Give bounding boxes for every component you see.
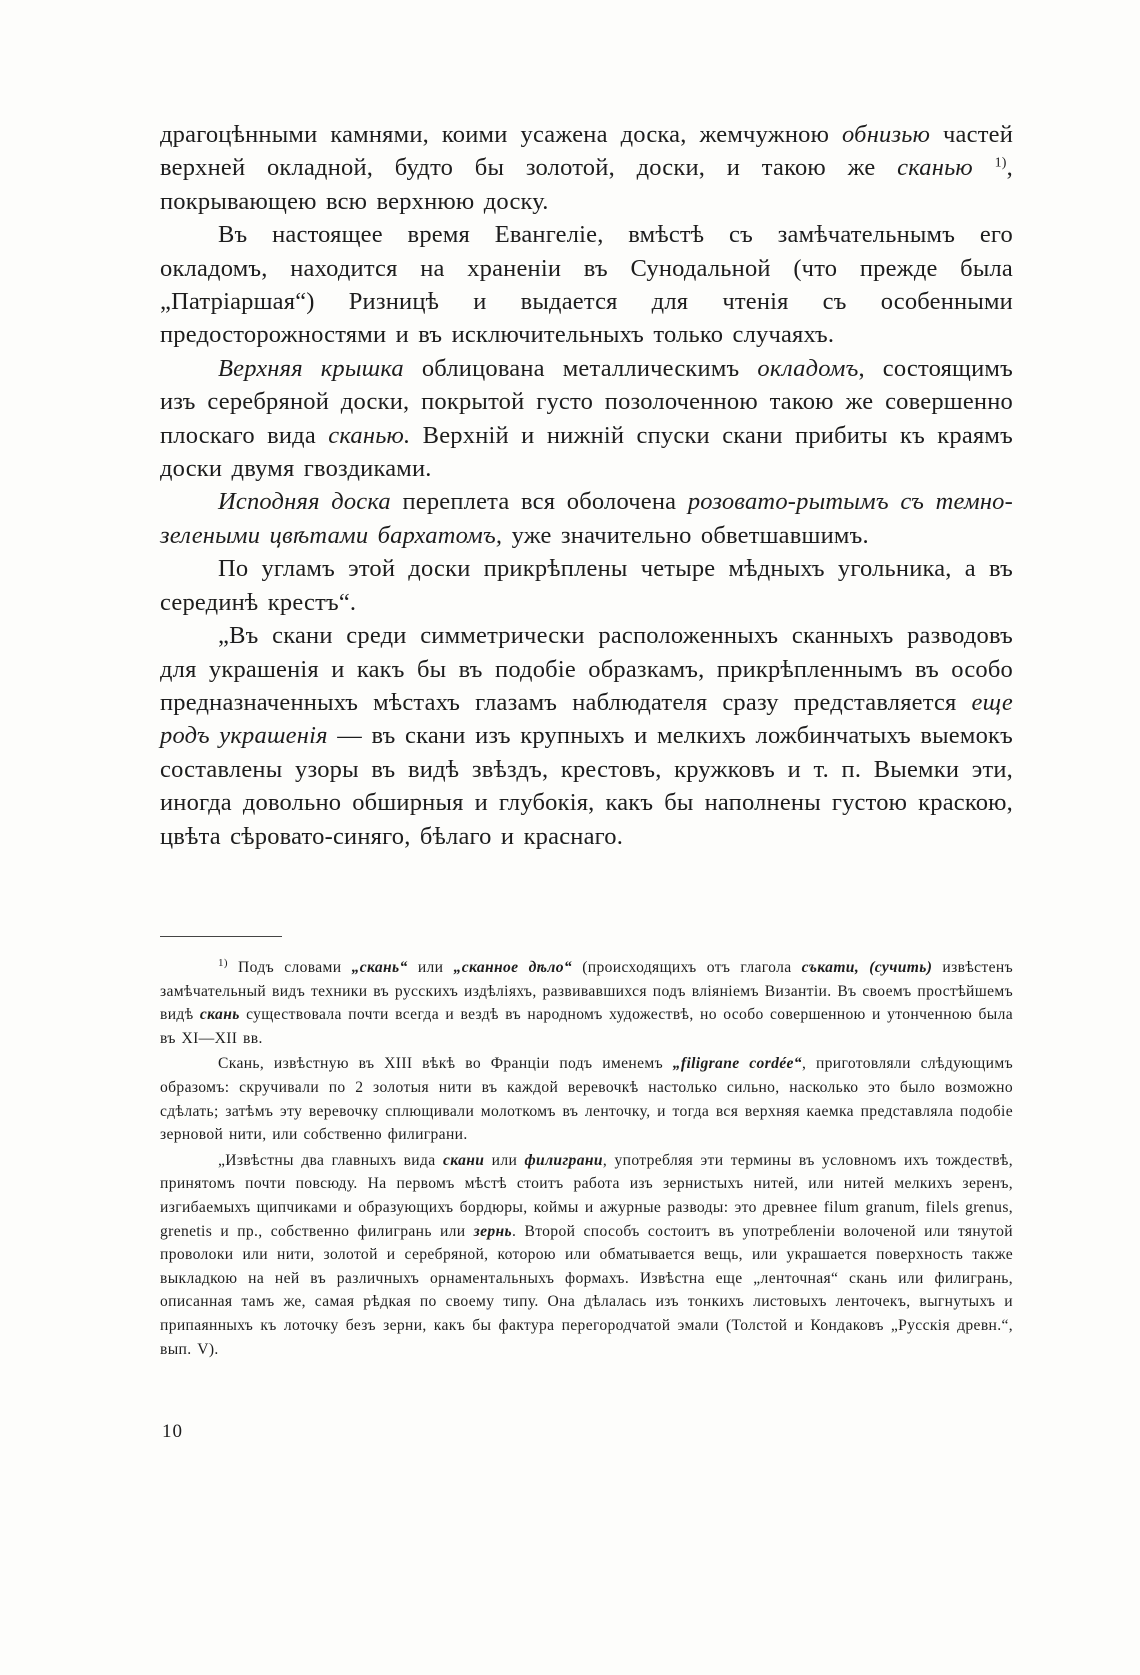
- emphasized-term: „скань“: [351, 959, 408, 976]
- page-number: 10: [162, 1421, 183, 1442]
- emphasized-text: окладомъ: [757, 354, 859, 382]
- text-run: Скань, извѣстную въ XIII вѣкѣ во Франціи подъ именемъ: [218, 1055, 673, 1073]
- emphasized-text: сканью.: [328, 421, 411, 449]
- text-run: „Въ скани среди симметрически расположенныхъ сканныхъ разводовъ для украшенія и какъ бы въ подобіе образкамъ, прикрѣпленнымъ въ особо предназначенныхъ мѣстахъ глазамъ наблюдателя сразу представляется: [160, 622, 1013, 716]
- text-run: , приготовляли слѣдующимъ образомъ: скручивали по 2 золотыя нити въ каждой веревочкѣ настолько сильно, насколько это было возможно сдѣлать; затѣмъ эту веревочку сплющивали молоткомъ въ ленточку, и тогда вся верхняя каемка представляла подобіе зерновой нити, или собственно филиграни.: [160, 1055, 1013, 1144]
- emphasized-term: филиграни: [524, 1151, 603, 1169]
- paragraph: [160, 485, 1013, 552]
- emphasized-term: зернь: [473, 1222, 513, 1240]
- text-run: частей верхней окладной, будто бы золотой, доски, и такою же: [160, 121, 1013, 182]
- emphasized-term: „сканное дѣло“: [453, 959, 573, 976]
- text-run: переплета вся оболочена: [390, 488, 688, 516]
- text-run: драгоцѣнными камнями, коими усажена доска, жемчужною: [160, 121, 843, 148]
- text-run: [973, 154, 995, 181]
- footnote-rule: [160, 936, 282, 937]
- text-run: облицована металлическимъ: [403, 354, 758, 382]
- text-run: „Извѣстны два главныхъ вида: [218, 1151, 443, 1169]
- emphasized-text: розовато-рытымъ съ темно-зелеными цвѣтами бархатомъ,: [160, 488, 1013, 549]
- emphasized-text: еще родъ украшенія: [160, 688, 1013, 750]
- text-run: , покрывающею всю верхнюю доску.: [160, 154, 1013, 215]
- emphasized-text: обнизью: [842, 121, 931, 148]
- text-run: , состоящимъ изъ серебряной доски, покрытой густо позолоченною такою же совершенно плоскаго вида: [160, 354, 1013, 449]
- emphasized-term: съкати, (сучить): [801, 959, 933, 976]
- text-run: . Второй способъ состоитъ въ употребленіи волоченой или тянутой проволоки или нити, золотой и серебряной, которою или обматывается вещь, или украшается поверхность также выкладкою на ней въ различныхъ орнаментальныхъ формахъ. Извѣстна еще „ленточная“ скань или филигрань, описанная тамъ же, самая рѣдкая по своему типу. Она дѣлалась изъ тонкихъ листовыхъ ленточекъ, выгнутыхъ и припаянныхъ къ лоточку безъ зерни, какъ бы фактура перегородчатой эмали (Толстой и Кондаковъ „Русскія древн.“, вып. V).: [160, 1222, 1013, 1358]
- paragraph: [160, 352, 1013, 486]
- paragraph: [160, 218, 1013, 352]
- text-run: По угламъ этой доски прикрѣплены четыре мѣдныхъ угольника, а въ серединѣ крестъ“.: [160, 555, 1013, 616]
- paragraph: [160, 619, 1013, 853]
- text-run: существовала почти всегда и вездѣ въ народномъ художествѣ, но особо совершенною и утонченною была въ XI—XII вв.: [160, 1006, 1013, 1047]
- text-run: Въ настоящее время Евангеліе, вмѣстѣ съ замѣчательнымъ его окладомъ, находится на храненіи въ Сунодальной (что прежде была „Патріаршая“) Ризницѣ и выдается для чтенія съ особенными предосторожностями и въ исключительныхъ только случаяхъ.: [160, 221, 1013, 349]
- emphasized-text: сканью: [897, 154, 973, 182]
- footnotes: [160, 956, 1013, 1361]
- footnote-paragraph: [160, 1052, 1013, 1146]
- paragraph: [160, 552, 1013, 619]
- text-run: извѣстенъ замѣчательный видъ техники въ русскихъ издѣліяхъ, развивавшихся подъ вліяніемъ Византіи. Въ своемъ простѣйшемъ видѣ: [160, 959, 1013, 1024]
- footnote-marker: 1): [218, 956, 228, 969]
- text-run: уже значительно обветшавшимъ.: [502, 521, 869, 549]
- footnote-paragraph: [160, 956, 1013, 1050]
- emphasized-text: Верхняя крышка: [218, 354, 404, 382]
- emphasized-term: скань: [199, 1006, 240, 1024]
- text-run: Подъ словами: [227, 959, 352, 976]
- emphasized-term: скани: [442, 1151, 485, 1169]
- text-run: или: [407, 959, 454, 976]
- emphasized-term: „filigrane cordée“: [672, 1055, 802, 1073]
- text-run: (происходящихъ отъ глагола: [572, 959, 802, 976]
- footnote-marker: 1): [994, 156, 1007, 172]
- paragraph: [160, 118, 1013, 218]
- text-run: Верхній и нижній спуски скани прибиты къ краямъ доски двумя гвоздиками.: [160, 421, 1013, 483]
- emphasized-text: Исподняя доска: [218, 488, 391, 516]
- main-text: [160, 118, 1013, 853]
- text-run: или: [484, 1151, 525, 1169]
- text-run: — въ скани изъ крупныхъ и мелкихъ ложбинчатыхъ выемокъ составлены узоры въ видѣ звѣздъ, крестовъ, кружковъ и т. п. Выемки эти, иногда довольно обширныя и глубокія, какъ бы наполнены густою краскою, цвѣта сѣровато-синяго, бѣлаго и краснаго.: [160, 722, 1013, 850]
- text-run: , употребляя эти термины въ условномъ ихъ тождествѣ, принятомъ почти повсюду. На первомъ мѣстѣ стоитъ работа изъ зернистыхъ нитей, или нитей мелкихъ зеренъ, изгибаемыхъ щипчиками и образующихъ бордюры, коймы и ажурные разводы: это древнее filum granum, filels grenus, grenetis и пр., собственно филигрань или: [160, 1151, 1013, 1240]
- footnote-paragraph: [160, 1149, 1013, 1361]
